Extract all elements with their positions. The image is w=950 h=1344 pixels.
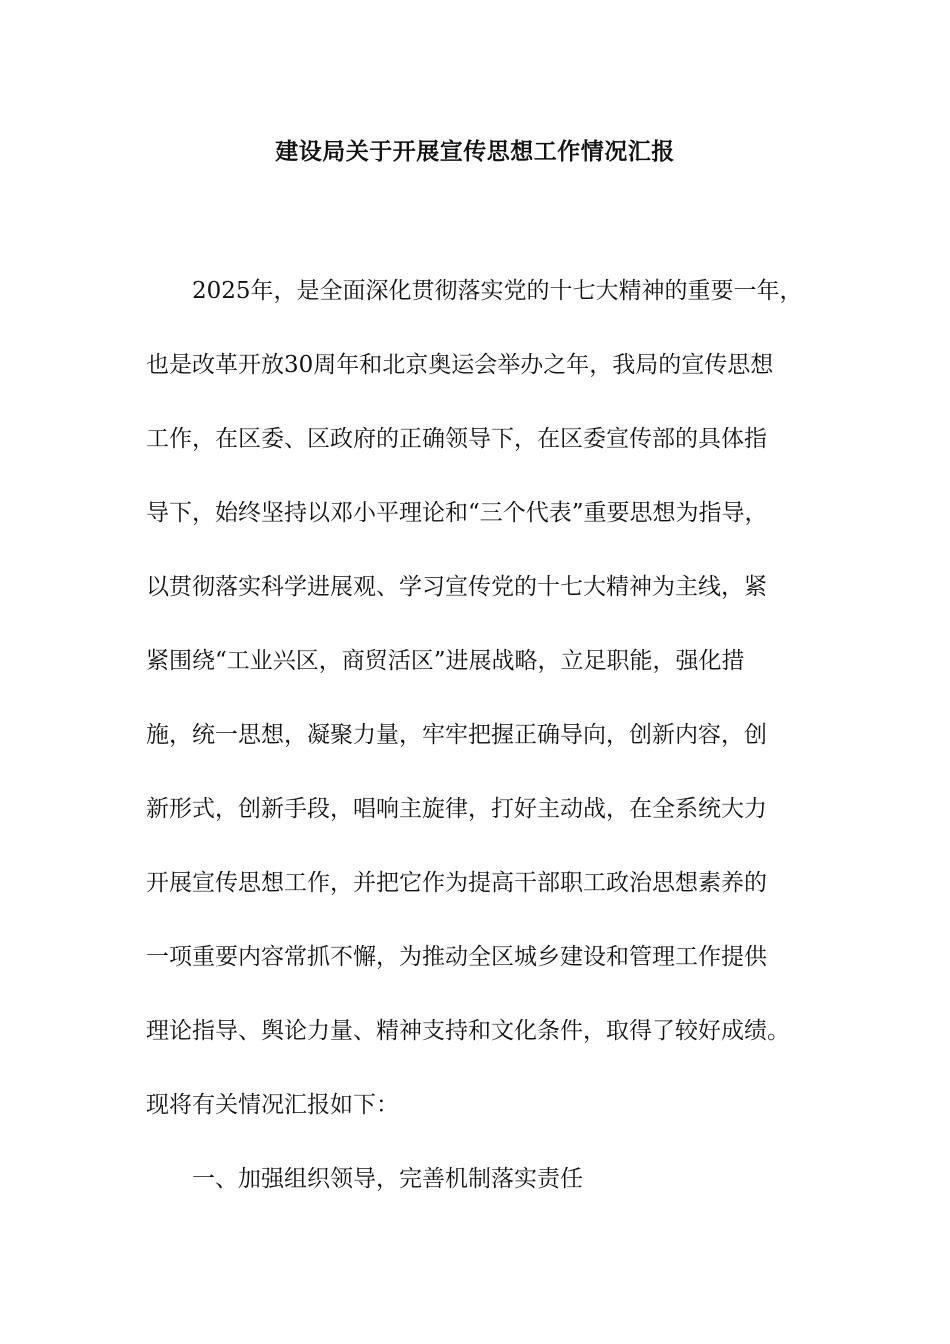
paragraph-line: 理论指导、舆论力量、精神支持和文化条件，取得了较好成绩。 xyxy=(146,1018,790,1044)
document-title: 建设局关于开展宣传思想工作情况汇报 xyxy=(275,139,675,165)
paragraph-line: 导下，始终坚持以邓小平理论和“三个代表”重要思想为指导， xyxy=(146,500,768,526)
paragraph-line: 也是改革开放30周年和北京奥运会举办之年，我局的宣传思想 xyxy=(146,352,774,378)
paragraph-line: 2025年，是全面深化贯彻落实党的十七大精神的重要一年， xyxy=(192,278,803,304)
document-body xyxy=(146,254,808,1216)
paragraph-line: 开展宣传思想工作，并把它作为提高干部职工政治思想素养的 xyxy=(146,870,767,896)
paragraph-line: 紧围绕“工业兴区，商贸活区”进展战略，立足职能，强化措 xyxy=(146,648,745,674)
section-heading: 一、加强组织领导，完善机制落实责任 xyxy=(192,1166,583,1192)
paragraph-line: 一项重要内容常抓不懈，为推动全区城乡建设和管理工作提供 xyxy=(146,944,767,970)
paragraph-line: 现将有关情况汇报如下： xyxy=(146,1092,399,1118)
paragraph-line: 施，统一思想，凝聚力量，牢牢把握正确导向，创新内容，创 xyxy=(146,722,767,748)
paragraph-line: 新形式，创新手段，唱响主旋律，打好主动战，在全系统大力 xyxy=(146,796,767,822)
paragraph-line: 以贯彻落实科学进展观、学习宣传党的十七大精神为主线，紧 xyxy=(146,574,767,600)
paragraph-line: 工作，在区委、区政府的正确领导下，在区委宣传部的具体指 xyxy=(146,426,767,452)
